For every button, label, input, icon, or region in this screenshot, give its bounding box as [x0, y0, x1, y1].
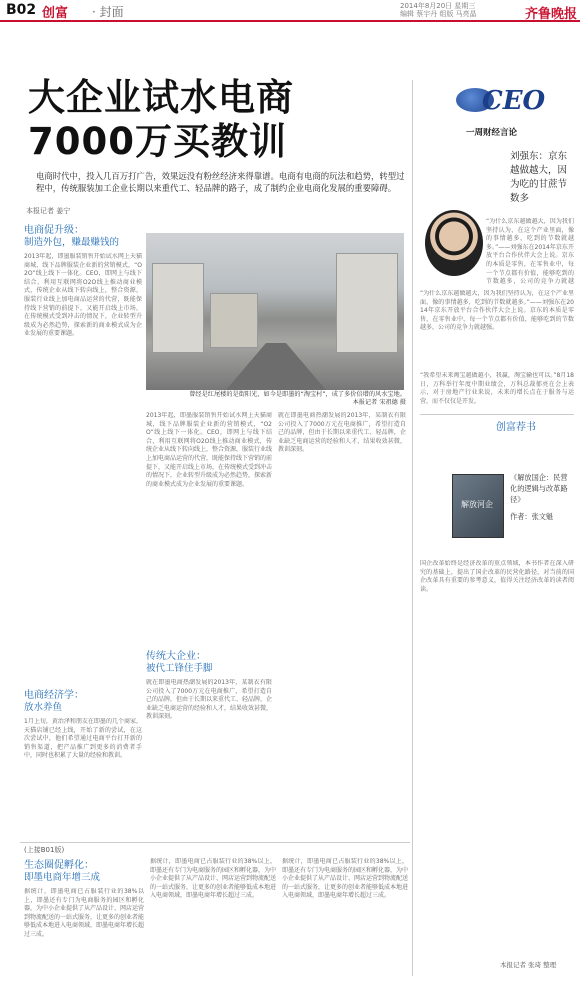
issue-meta [400, 2, 520, 18]
quote-text-2: “我希望未来淘宝越做越小，我赢，淘宝输也可以。”8月18日，万科举行年度中期业绩会，万科总裁郁亮在会上表示，对于房地产行业来说，未来的增长点在于服务与运营，而不仅仅是开发。 [420, 372, 574, 405]
left-column [24, 224, 142, 838]
headline-line-1: 大企业试水电商 [28, 76, 294, 119]
book-cover-title: 解放河企 [461, 500, 493, 509]
book-cover [452, 474, 504, 538]
quote-text: “为什么京东越做越大，因为我们坚持认为，在这个产业里面，像的事情越多，吃到的节数就越多。”——刘强东在2014年京东开放平台合作伙伴大会上说。京东的本质是零售，在零售业中，每一个节点都有价值，能够吃到的节数越多，公司的竞争力就越强。 [420, 290, 574, 332]
brand-logo: 齐鲁晚报 [525, 7, 578, 22]
book-info [510, 472, 574, 522]
book-divider [420, 414, 574, 415]
sidebar-separator [412, 80, 413, 976]
section-name: 创富 [42, 6, 69, 21]
section3-subtitle: 被代工锋住手脚 [146, 663, 213, 674]
section4-text: 据统计，即墨电商已占服装行业的38%以上，即墨还有专门为电商服务的园区和孵化器，为中小企业提供了从产品设计、网店运营到物流配送的一站式服务，让更多的创业者能够低成本地进入电商领域，即墨电商年增长超过三成。 [24, 888, 144, 938]
photo-credit: 本报记者 宋祖德 摄 [352, 399, 406, 406]
building-left [152, 263, 204, 353]
street-road [226, 343, 326, 390]
avatar-photo [425, 210, 483, 276]
middle-text: 2013年起，即墨服装销售开始试水网上天猫商城，线下品牌服装企业新的营销模式，“O2O”线上线下一体化。CEO，即网上与线下结合，利用互联网将O2O线上推动商业模式，传统企业从线下转向线上，整合资源，服装行业线上加电商品运营的代营，既能保持线下营销的前提下，又能开启线上市场，在传统模式受到冲击的情况下，企业转型升级成为必然趋势，探索新的商业模式成为企业发展的重要课题。 [146, 412, 272, 488]
building-right [336, 253, 398, 353]
sidebar-credit: 本报记者 张琦 整理 [500, 961, 557, 969]
ceo-logo-text: CEO [482, 86, 546, 116]
section2-title: 电商经济学： [24, 690, 84, 701]
page-header [0, 0, 580, 22]
lower-left-column [24, 845, 144, 974]
continued-label: (上接B01版) [24, 846, 65, 854]
issue-editors: 编辑 蔡宇丹 组版 马亮晶 [400, 10, 477, 18]
section1-title: 电商促升级： [24, 225, 84, 236]
book-author: 作者：张文魁 [510, 512, 554, 521]
section2-subtitle: 放水养鱼 [24, 702, 63, 713]
middle-column [146, 412, 272, 819]
caption-text: 曾经是红尾楼的是街阳光，如今是即墨的“淘宝村”，成了多价倍增的风水宝地。 [189, 391, 406, 398]
book-review-text: 国企改革始终是经济改革的重点领域，本书作者在深入研究的基础上，提出了国企改革的民营化路径，对当前的国企改革具有重要的参考意义，值得关注经济改革的读者阅读。 [420, 560, 574, 593]
quote-text-top: “为什么京东越做越大，因为我们坚持认为，在这个产业里面，像的事情越多，吃到的节数就越多。”——刘强东在2014年京东开放平台合作伙伴大会上说。京东的本质是零售，在零售业中，每一个节点都有价值，能够吃到的节数越多，公司的竞争力就越 [486, 218, 574, 286]
section4-subtitle: 即墨电商年增三成 [24, 872, 101, 883]
section3-title: 传统大企业： [146, 651, 206, 662]
ceo-caption: 一周财经言论 [466, 128, 518, 138]
section2-text: 1月上旬，黄治泽和朋友在即墨的几个商家，天猫店铺已经上线，开始了新的尝试，在这次尝试中，他们希望通过电商平台打开新的销售渠道，把产品推广到更多的消费者手中，同时也积累了大量的经验和教训。 [24, 718, 142, 760]
issue-date: 2014年8月20日 星期三 [400, 2, 476, 10]
book-section-title: 创富荐书 [496, 422, 536, 433]
ceo-logo [456, 88, 568, 124]
lower-mid-column [150, 858, 276, 976]
building-mid [210, 293, 258, 348]
lower-right-column [282, 858, 408, 976]
section1-text: 2013年起，即墨服装销售开始试水网上天猫商城，线下品牌服装企业新的营销模式，“O2O”线上线下一体化。CEO，即网上与线下结合，利用互联网将O2O线上推动商业模式，传统企业从线下转向线上，整合资源，服装行业线上加电商品运营的代营，既能保持线下营销的前提下，又能开启线上市场，在传统模式受到冲击的情况下，企业转型升级成为必然趋势，探索新的商业模式成为企业发展的重要课题。 [24, 253, 142, 338]
headline-line-2: 7000万买教训 [28, 120, 287, 163]
quote-title: 刘强东：京东越做越大，因为吃的甘蔗节数多 [510, 151, 568, 204]
section3-text: 就在即墨电商热潮发展的2013年，某制衣有限公司投入了7000万元在电商推广，希望打造自己的品牌，但由于长期以来重代工、轻品牌，企业缺乏电商运营的经验和人才，结果收效甚微，教训深刻。 [146, 679, 272, 721]
byline: 本报记者 姜宁 [26, 207, 71, 215]
article-lede: 电商时代中，投入几百万打广告，效果远没有粉丝经济来得靠谱。电商有电商的玩法和趋势，转型过程中，传统服装加工企业长期以来重代工、轻品牌的路子，成了制约企业电商化发展的重要障碍。 [36, 171, 405, 193]
subsection-name: · 封面 [92, 5, 124, 19]
page-number: B02 [6, 2, 37, 18]
street-photo [146, 233, 404, 390]
lower-right-text: 据统计，即墨电商已占服装行业的38%以上，即墨还有专门为电商服务的园区和孵化器，为中小企业提供了从产品设计、网店运营到物流配送的一站式服务，让更多的创业者能够低成本地进入电商领域，即墨电商年增长超过三成。 [282, 858, 408, 900]
book-title: 《解放国企：民营化的逻辑与改革路径》 [510, 473, 568, 504]
photo-caption [148, 391, 406, 407]
article-headline [28, 76, 294, 164]
right-text-column [278, 412, 406, 817]
section1-subtitle: 制造外包，赚最赚钱的 [24, 237, 120, 248]
right-column-text: 就在即墨电商热潮发展的2013年，某制衣有限公司投入了7000万元在电商推广，希望打造自己的品牌，但由于长期以来重代工、轻品牌，企业缺乏电商运营的经验和人才，结果收效甚微，教训深刻。 [278, 412, 406, 454]
section4-title: 生态圈促孵化： [24, 860, 94, 871]
lower-mid-text: 据统计，即墨电商已占服装行业的38%以上，即墨还有专门为电商服务的园区和孵化器，为中小企业提供了从产品设计、网店运营到物流配送的一站式服务，让更多的创业者能够低成本地进入电商领域，即墨电商年增长超过三成。 [150, 858, 276, 900]
section-divider [20, 842, 410, 843]
